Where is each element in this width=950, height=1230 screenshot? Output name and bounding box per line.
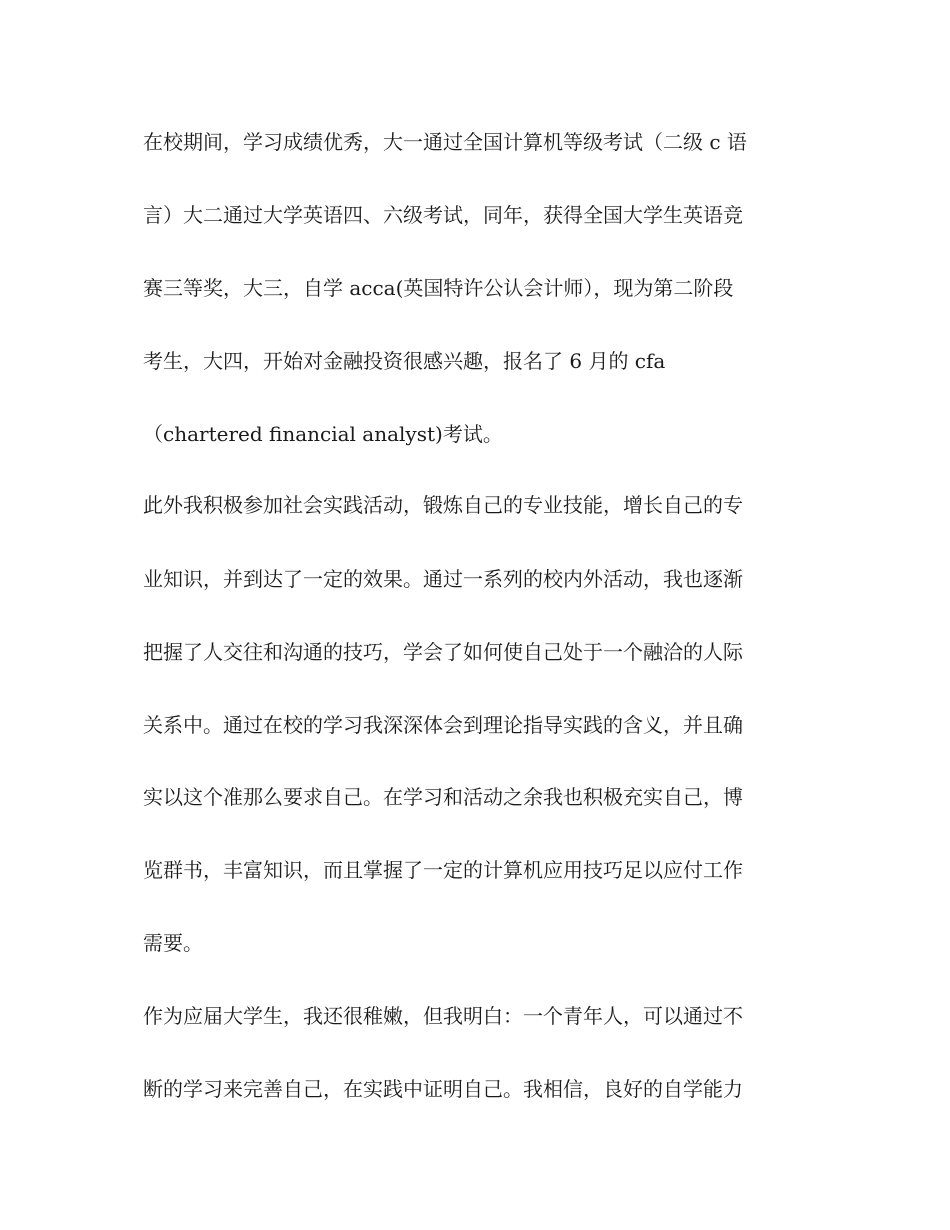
paragraph-2-line-1: 此外我积极参加社会实践活动，锻炼自己的专业技能，增长自己的专 <box>143 493 743 517</box>
paragraph-2-line-4: 关系中。通过在校的学习我深深体会到理论指导实践的含义，并且确 <box>143 713 743 737</box>
paragraph-3-line-2: 断的学习来完善自己，在实践中证明自己。我相信，良好的自学能力 <box>143 1077 743 1101</box>
paragraph-1-line-3: 赛三等奖，大三，自学 acca(英国特许公认会计师），现为第二阶段 <box>143 276 734 300</box>
paragraph-2-line-6: 览群书，丰富知识，而且掌握了一定的计算机应用技巧足以应付工作 <box>143 858 743 882</box>
paragraph-1-line-2: 言）大二通过大学英语四、六级考试，同年，获得全国大学生英语竞 <box>143 203 743 227</box>
paragraph-3-line-1: 作为应届大学生，我还很稚嫩，但我明白：一个青年人，可以通过不 <box>143 1004 743 1028</box>
paragraph-1-line-1: 在校期间，学习成绩优秀，大一通过全国计算机等级考试（二级 c 语 <box>143 130 747 154</box>
paragraph-2-line-2: 业知识，并到达了一定的效果。通过一系列的校内外活动，我也逐渐 <box>143 567 743 591</box>
paragraph-2-line-5: 实以这个准那么要求自己。在学习和活动之余我也积极充实自己，博 <box>143 785 743 809</box>
paragraph-1-line-5: （chartered financial analyst)考试。 <box>143 422 503 446</box>
paragraph-1-line-4: 考生，大四，开始对金融投资很感兴趣，报名了 6 月的 cfa <box>143 349 666 373</box>
paragraph-2-line-7: 需要。 <box>143 931 203 955</box>
paragraph-2-line-3: 把握了人交往和沟通的技巧，学会了如何使自己处于一个融洽的人际 <box>143 640 743 664</box>
